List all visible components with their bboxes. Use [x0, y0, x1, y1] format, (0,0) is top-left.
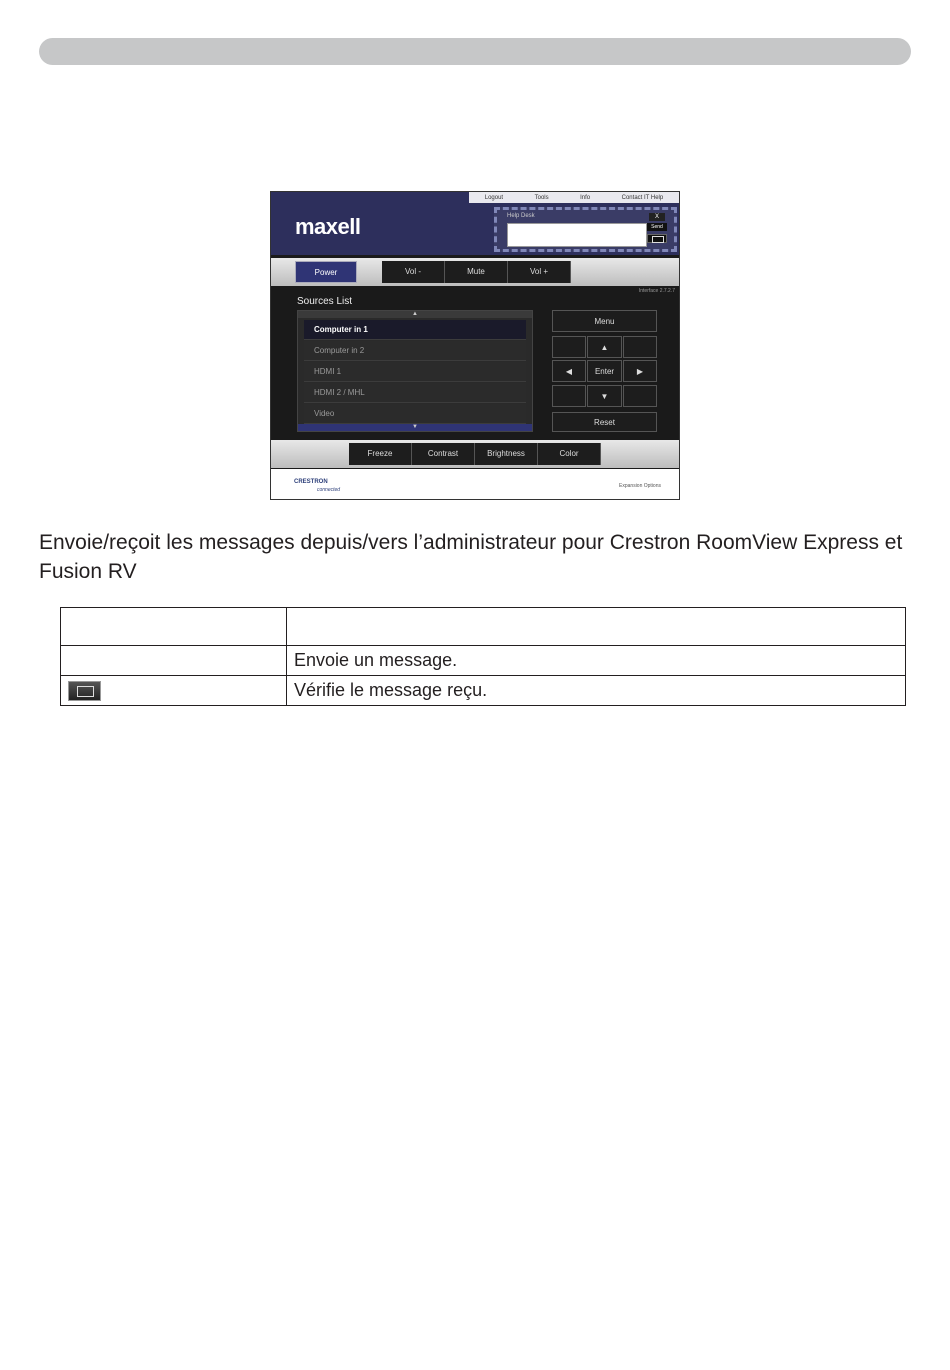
crestron-logo: CRESTRON — [294, 479, 328, 485]
page-header-bar — [39, 38, 911, 65]
brightness-button[interactable]: Brightness — [475, 443, 538, 465]
bottom-bar — [271, 440, 679, 468]
down-arrow-icon[interactable]: ▼ — [587, 385, 622, 407]
info-link[interactable]: Info — [580, 194, 591, 201]
mail-icon — [68, 681, 101, 701]
help-desk-close-button[interactable]: X — [649, 213, 665, 221]
source-item[interactable]: Video — [304, 404, 526, 424]
right-arrow-icon[interactable]: ▶ — [623, 360, 657, 382]
expansion-options-link[interactable]: Expansion Options — [619, 483, 661, 489]
enter-button[interactable]: Enter — [587, 360, 622, 382]
main-panel — [271, 286, 679, 440]
sources-list — [297, 310, 533, 432]
mail-icon[interactable] — [647, 234, 667, 243]
table-row — [61, 676, 906, 706]
mute-button[interactable]: Mute — [445, 261, 508, 283]
screenshot-footer — [271, 469, 679, 500]
help-desk-title: Help Desk — [507, 213, 535, 219]
color-button[interactable]: Color — [538, 443, 601, 465]
nav-blank — [552, 336, 586, 358]
scroll-down-icon[interactable]: ▼ — [298, 424, 532, 431]
help-desk-message-field[interactable] — [507, 223, 647, 247]
nav-blank — [623, 336, 657, 358]
description-text: Envoie/reçoit les messages depuis/vers l’administrateur pour Crestron RoomView Express et Fusion RV — [39, 531, 903, 583]
nav-blank — [552, 385, 586, 407]
send-button[interactable]: Send — [647, 223, 667, 231]
help-desk-panel — [494, 207, 677, 252]
row-description: Envoie un message. — [287, 646, 906, 676]
button-table — [60, 607, 906, 706]
tools-link[interactable]: Tools — [534, 194, 549, 201]
nav-blank — [623, 385, 657, 407]
up-arrow-icon[interactable]: ▲ — [587, 336, 622, 358]
source-item[interactable]: HDMI 1 — [304, 362, 526, 382]
logout-link[interactable]: Logout — [484, 194, 504, 201]
top-links — [469, 192, 679, 203]
reset-button[interactable]: Reset — [552, 412, 657, 432]
sources-list-title: Sources List — [297, 296, 353, 307]
vol-up-button[interactable]: Vol + — [508, 261, 571, 283]
row-description: Vérifie le message reçu. — [287, 676, 906, 706]
screenshot-top — [271, 192, 679, 255]
crestron-connected-label: connected — [317, 487, 341, 493]
crestron-screenshot — [270, 191, 680, 500]
freeze-button[interactable]: Freeze — [349, 443, 412, 465]
table-header-row — [61, 608, 906, 646]
scroll-up-icon[interactable]: ▲ — [298, 311, 532, 318]
source-item[interactable]: Computer in 1 — [304, 320, 526, 340]
menu-button[interactable]: Menu — [552, 310, 657, 332]
left-arrow-icon[interactable]: ◀ — [552, 360, 586, 382]
vol-down-button[interactable]: Vol - — [382, 261, 445, 283]
contact-link[interactable]: Contact IT Help — [621, 194, 664, 201]
power-button[interactable]: Power — [295, 261, 357, 283]
source-item[interactable]: HDMI 2 / MHL — [304, 383, 526, 403]
table-row — [61, 646, 906, 676]
contrast-button[interactable]: Contrast — [412, 443, 475, 465]
control-bar — [271, 258, 679, 286]
source-item[interactable]: Computer in 2 — [304, 341, 526, 361]
maxell-logo: maxell — [295, 214, 361, 239]
interface-version: Interface 2.7.2.7 — [638, 288, 675, 294]
